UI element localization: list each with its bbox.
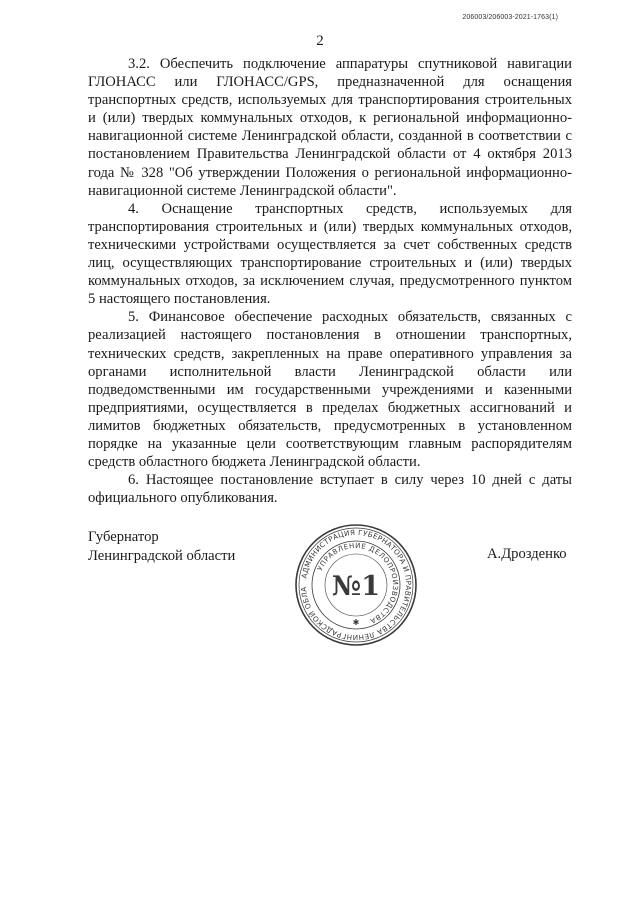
signatory-title-line1: Губернатор: [88, 529, 159, 545]
signatory-title: [88, 528, 235, 566]
paragraph-4: 4. Оснащение транспортных средств, используемых для транспортирования строительных и (или) твердых коммунальных отходов, техническими устройствами осуществляется за счет собственных средств лиц, осуществляющих транспортирование строительных и (или) твердых коммунальных отходов, за исключением случая, предусмотренного пунктом 5 настоящего постановления.: [88, 200, 572, 308]
seal-outer-text: АДМИНИСТРАЦИЯ ГУБЕРНАТОРА И ПРАВИТЕЛЬСТВА ЛЕНИНГРАДСКОЙ ОБЛА: [298, 527, 414, 643]
paragraph-6: 6. Настоящее постановление вступает в силу через 10 дней с даты официального опубликования.: [88, 472, 572, 507]
document-body: [88, 55, 572, 507]
signatory-name: А.Дрозденко: [487, 546, 567, 562]
page-number: 2: [316, 33, 324, 49]
seal-number: №1: [331, 571, 381, 602]
official-seal: [294, 523, 418, 647]
seal-graphic: [294, 523, 418, 647]
seal-inner-text: УПРАВЛЕНИЕ ДЕЛОПРОИЗВОДСТВА: [316, 541, 400, 626]
signatory-title-line2: Ленинградской области: [88, 548, 236, 564]
seal-star-icon: ✱: [352, 618, 360, 627]
paragraph-3-2: 3.2. Обеспечить подключение аппаратуры спутниковой навигации ГЛОНАСС или ГЛОНАСС/GPS, предназначенной для оснащения транспортных средств, используемых для транспортирования строительных и (или) твердых коммунальных отходов, к региональной информационно-навигационной системе Ленинградской области, созданной в соответствии с постановлением Правительства Ленинградской области от 4 октября 2013 года № 328 "Об утверждении Положения о региональной информационно-навигационной системе Ленинградской области".: [88, 56, 572, 199]
paragraph-5: 5. Финансовое обеспечение расходных обязательств, связанных с реализацией настоящего постановления в отношении транспортных, технических средств, закрепленных на праве оперативного управления за органами исполнительной власти Ленинградской области или подведомственными им государственными учреждениями и казенными предприятиями, осуществляется в пределах бюджетных ассигнований и лимитов бюджетных обязательств, предусмотренных в установленном порядке на указанные цели соответствующим главным распорядителям средств областного бюджета Ленинградской области.: [88, 309, 572, 471]
document-id: 206003/206003-2021-1763(1): [462, 14, 558, 21]
